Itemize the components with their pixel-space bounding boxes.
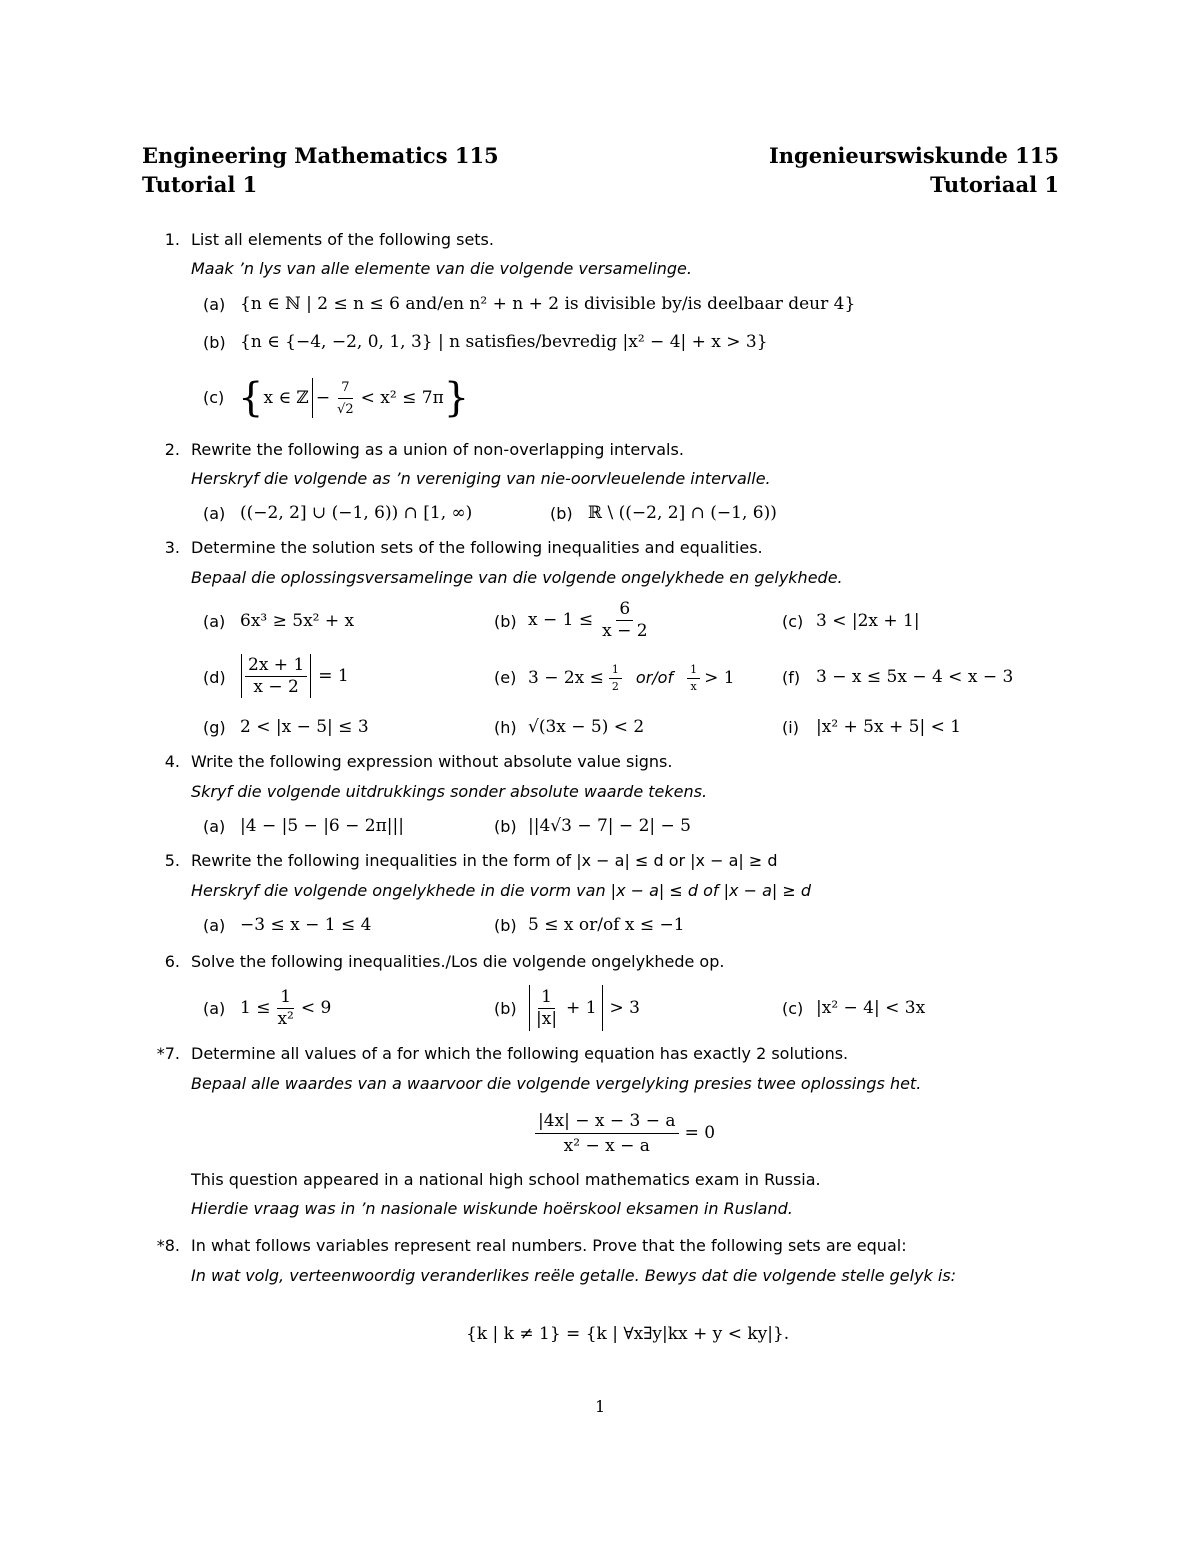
numerator: 1 xyxy=(277,988,294,1009)
fraction xyxy=(334,378,357,419)
inequality xyxy=(528,598,651,642)
part-label: (c) xyxy=(203,388,225,407)
inequality: |x² − 4| < 3x xyxy=(816,998,926,1018)
interval-expression: ℝ \ ((−2, 2] ∩ (−1, 6)) xyxy=(588,503,777,523)
question-number: 2. xyxy=(164,440,180,459)
question-number: 1. xyxy=(164,230,180,249)
interval-expression: ((−2, 2] ∪ (−1, 6)) ∩ [1, ∞) xyxy=(240,503,473,523)
right-brace: } xyxy=(443,375,470,421)
expression: ||4√3 − 7| − 2| − 5 xyxy=(528,816,691,836)
course-title-af: Ingenieurswiskunde 115 xyxy=(768,143,1059,168)
addend: + 1 xyxy=(566,998,597,1018)
part-label: (a) xyxy=(203,999,226,1018)
question-number: 6. xyxy=(164,952,180,971)
left-brace: { xyxy=(238,375,264,421)
numerator: |4x| − x − 3 − a xyxy=(535,1110,679,1134)
fraction xyxy=(687,663,700,694)
part-label: (a) xyxy=(203,612,226,631)
part-label: (b) xyxy=(494,817,517,836)
part-label: (a) xyxy=(203,916,226,935)
question-text-af: In wat volg, verteenwoordig veranderlikes reële getalle. Bewys dat die volgende stelle gelyk is: xyxy=(191,1266,957,1285)
question-text: Solve the following inequalities./Los die volgende ongelykhede op. xyxy=(191,952,725,971)
inequality: √(3x − 5) < 2 xyxy=(528,717,645,737)
set-expression: {n ∈ {−4, −2, 0, 1, 3} | n satisfies/bevredig |x² − 4| + x > 3} xyxy=(240,332,768,352)
set-expression xyxy=(238,368,469,428)
numerator: 1 xyxy=(687,663,700,679)
question-text-af: Herskryf die volgende ongelykhede in die vorm van |x − a| ≤ d of |x − a| ≥ d xyxy=(191,881,811,900)
question-number: *7. xyxy=(156,1044,180,1063)
part-label: (g) xyxy=(203,718,226,737)
part-label: (b) xyxy=(550,504,573,523)
question-text-af: Bepaal die oplossingsversamelinge van die volgende ongelykhede en gelykhede. xyxy=(191,568,843,587)
question-text-af: Herskryf die volgende as ’n vereniging van nie-oorvleuelende intervalle. xyxy=(191,469,771,488)
fraction xyxy=(535,1110,679,1157)
part-label: (b) xyxy=(203,333,226,352)
question-text-en: In what follows variables represent real numbers. Prove that the following sets are equal: xyxy=(191,1236,907,1255)
inequality-right: > 3 xyxy=(609,998,640,1018)
expression: |4 − |5 − |6 − 2π||| xyxy=(240,816,404,836)
equation-right: = 1 xyxy=(318,666,349,686)
inequality: 3 < |2x + 1| xyxy=(816,611,920,631)
set-equality: {k | k ≠ 1} = {k | ∀x∃y|kx + y < ky|}. xyxy=(466,1324,790,1344)
set-variable: x ∈ ℤ xyxy=(263,388,309,408)
inequality: 3 − x ≤ 5x − 4 < x − 3 xyxy=(816,667,1014,687)
numerator: 2x + 1 xyxy=(245,656,307,677)
fraction xyxy=(599,600,650,641)
part-label: (f) xyxy=(782,668,801,687)
inequality: |x² + 5x + 5| < 1 xyxy=(816,717,962,737)
abs-bar xyxy=(241,654,242,698)
denominator: |x| xyxy=(536,1008,558,1029)
question-text-en: Write the following expression without absolute value signs. xyxy=(191,752,673,771)
part-label: (b) xyxy=(494,612,517,631)
denominator: x xyxy=(690,679,697,693)
part-label: (h) xyxy=(494,718,517,737)
question-text-en: Rewrite the following as a union of non-overlapping intervals. xyxy=(191,440,684,459)
inequality: 2 < |x − 5| ≤ 3 xyxy=(240,717,369,737)
inequality: < x² ≤ 7π xyxy=(360,388,444,408)
numerator: 1 xyxy=(609,663,622,679)
question-number: *8. xyxy=(156,1236,180,1255)
part-label: (c) xyxy=(782,999,804,1018)
minus-sign: − xyxy=(315,388,331,408)
question-text-af: Bepaal alle waardes van a waarvoor die volgende vergelyking presies twee oplossings het. xyxy=(191,1074,922,1093)
page-number: 1 xyxy=(595,1397,606,1416)
question-number: 5. xyxy=(164,851,180,870)
question-number: 3. xyxy=(164,538,180,557)
part-label: (b) xyxy=(494,916,517,935)
course-title-en: Engineering Mathematics 115 xyxy=(142,143,499,168)
denominator: 2 xyxy=(611,679,619,693)
fraction xyxy=(533,988,560,1029)
inequality-right: < 9 xyxy=(300,998,332,1018)
abs-bar xyxy=(529,985,530,1031)
equation xyxy=(535,1108,715,1158)
part-label: (e) xyxy=(494,668,517,687)
tutorial-title-en: Tutorial 1 xyxy=(142,172,258,197)
or-text: or/of xyxy=(635,668,674,687)
inequality xyxy=(240,985,331,1031)
question-text-en: Rewrite the following inequalities in the form of |x − a| ≤ d or |x − a| ≥ d xyxy=(191,851,778,870)
abs-bar xyxy=(602,985,603,1031)
question-text-en: Determine the solution sets of the following inequalities and equalities. xyxy=(191,538,763,557)
part-label: (a) xyxy=(203,295,226,314)
set-expression: {n ∈ ℕ | 2 ≤ n ≤ 6 and/en n² + n + 2 is divisible by/is deelbaar deur 4} xyxy=(240,294,856,314)
denominator: x² xyxy=(277,1008,294,1029)
part-label: (b) xyxy=(494,999,517,1018)
equation xyxy=(238,653,349,699)
question-text-af: Maak ’n lys van alle elemente van die volgende versamelinge. xyxy=(191,259,692,278)
inequality-left: 1 ≤ xyxy=(240,998,271,1018)
question-number: 4. xyxy=(164,752,180,771)
inequality: 6x³ ≥ 5x² + x xyxy=(240,611,355,631)
inequality-left: 3 − 2x ≤ xyxy=(528,668,604,688)
numerator: 1 xyxy=(538,988,555,1009)
fraction xyxy=(245,656,307,697)
denominator: √2 xyxy=(337,401,354,417)
tutorial-title-af: Tutoriaal 1 xyxy=(930,172,1059,197)
note-text-en: This question appeared in a national high school mathematics exam in Russia. xyxy=(191,1170,821,1189)
part-label: (d) xyxy=(203,668,226,687)
inequality xyxy=(528,660,735,696)
inequality-left: x − 1 ≤ xyxy=(528,610,594,630)
set-divider xyxy=(312,378,313,418)
note-text-af: Hierdie vraag was in ’n nasionale wiskunde hoërskool eksamen in Rusland. xyxy=(191,1199,793,1218)
numerator: 7 xyxy=(338,378,352,399)
question-text-en: Determine all values of a for which the following equation has exactly 2 solutions. xyxy=(191,1044,849,1063)
fraction xyxy=(274,988,296,1029)
denominator: x² − x − a xyxy=(563,1135,650,1156)
question-text-en: List all elements of the following sets. xyxy=(191,230,494,249)
question-text-af: Skryf die volgende uitdrukkings sonder absolute waarde tekens. xyxy=(191,782,708,801)
equation-right: = 0 xyxy=(684,1123,716,1143)
part-label: (a) xyxy=(203,817,226,836)
inequality xyxy=(526,985,640,1031)
denominator: x − 2 xyxy=(602,620,648,641)
numerator: 6 xyxy=(616,600,633,621)
denominator: x − 2 xyxy=(253,676,299,697)
part-label: (c) xyxy=(782,612,804,631)
part-label: (a) xyxy=(203,504,226,523)
inequality-right: > 1 xyxy=(704,668,735,688)
abs-bar xyxy=(310,654,311,698)
part-label: (i) xyxy=(782,718,799,737)
inequality: 5 ≤ x or/of x ≤ −1 xyxy=(528,915,685,935)
inequality: −3 ≤ x − 1 ≤ 4 xyxy=(240,915,372,935)
fraction xyxy=(609,663,622,694)
